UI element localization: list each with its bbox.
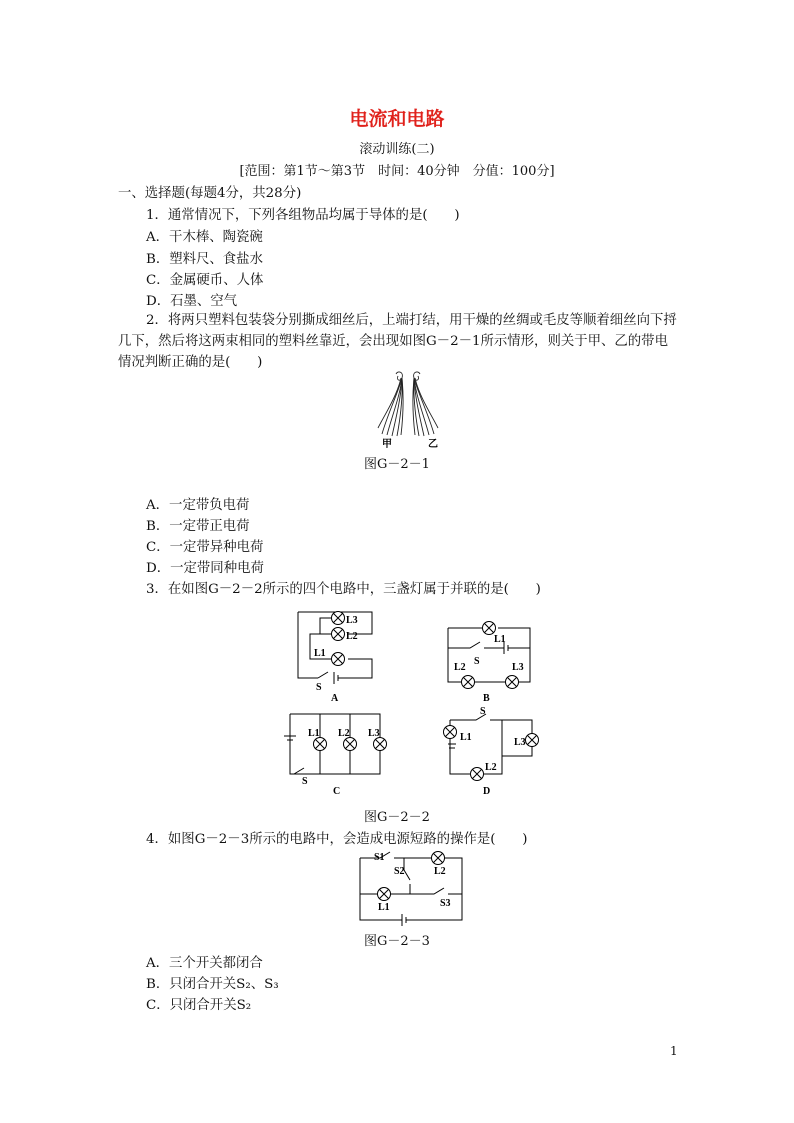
svg-text:L1: L1 xyxy=(308,728,320,739)
circuit-letter-b: B xyxy=(483,693,490,704)
figure-caption-g22: 图G－2－2 xyxy=(364,810,430,825)
q2-option-d: D．一定带同种电荷 xyxy=(146,561,264,576)
strand-label-jia: 甲 xyxy=(382,439,392,450)
circuit-letter-d: D xyxy=(483,786,491,797)
q1-option-b: B．塑料尺、食盐水 xyxy=(146,252,263,267)
q4-option-b: B．只闭合开关S₂、S₃ xyxy=(146,977,279,992)
svg-text:S3: S3 xyxy=(440,898,451,909)
q2-stem: 2．将两只塑料包装袋分别撕成细丝后，上端打结，用干燥的丝绸或毛皮等顺着细丝向下捋几下，然后将这两束相同的塑料丝靠近，会出现如图G－2－1所示情形，则关于甲、乙的带电情况判断正确的是( ) xyxy=(118,313,677,370)
svg-text:L1: L1 xyxy=(378,902,390,913)
circuit-figure-g23 xyxy=(354,848,466,924)
q1-option-d: D．石墨、空气 xyxy=(146,294,238,309)
svg-text:L3: L3 xyxy=(514,737,526,748)
svg-text:L1: L1 xyxy=(494,634,506,645)
q1-option-a: A．干木棒、陶瓷碗 xyxy=(146,230,263,245)
svg-text:L2: L2 xyxy=(346,631,358,642)
figure-caption-g21: 图G－2－1 xyxy=(364,457,430,472)
q4-option-c: C．只闭合开关S₂ xyxy=(146,998,252,1013)
circuit-letter-c: C xyxy=(333,786,341,797)
svg-text:S: S xyxy=(316,682,322,693)
q1-stem: 1．通常情况下，下列各组物品均属于导体的是( ) xyxy=(146,208,460,223)
svg-text:L3: L3 xyxy=(512,662,524,673)
svg-text:S: S xyxy=(302,776,308,787)
q2-option-a: A．一定带负电荷 xyxy=(146,498,250,513)
svg-text:L3: L3 xyxy=(346,615,358,626)
q2-option-b: B．一定带正电荷 xyxy=(146,519,250,534)
q2-option-c: C．一定带异种电荷 xyxy=(146,540,264,555)
svg-text:L2: L2 xyxy=(454,662,466,673)
circuit-figure-g22 xyxy=(280,604,550,800)
figure-caption-g23: 图G－2－3 xyxy=(364,934,430,949)
scope-line: [范围：第1节～第3节 时间：40分钟 分值：100分] xyxy=(239,164,555,179)
svg-text:S2: S2 xyxy=(394,866,405,877)
svg-text:L2: L2 xyxy=(338,728,350,739)
q4-option-a: A．三个开关都闭合 xyxy=(146,956,263,971)
svg-text:L3: L3 xyxy=(368,728,380,739)
svg-text:L1: L1 xyxy=(314,648,326,659)
strand-label-yi: 乙 xyxy=(428,439,438,450)
plastic-strands-figure xyxy=(370,368,450,448)
svg-text:L1: L1 xyxy=(460,732,472,743)
page-number: 1 xyxy=(670,1044,678,1058)
q1-option-c: C．金属硬币、人体 xyxy=(146,273,264,288)
svg-text:L2: L2 xyxy=(434,866,446,877)
page-title: 电流和电路 xyxy=(349,108,445,130)
q4-stem: 4．如图G－2－3所示的电路中，会造成电源短路的操作是( ) xyxy=(146,832,528,847)
section-heading: 一、选择题(每题4分，共28分) xyxy=(118,186,302,201)
circuit-letter-a: A xyxy=(331,693,339,704)
svg-text:S: S xyxy=(474,656,480,667)
svg-text:S1: S1 xyxy=(374,852,385,863)
q3-stem: 3．在如图G－2－2所示的四个电路中，三盏灯属于并联的是( ) xyxy=(146,582,541,597)
svg-text:L2: L2 xyxy=(485,762,497,773)
svg-text:S: S xyxy=(480,706,486,717)
subtitle: 滚动训练(二) xyxy=(359,142,435,157)
